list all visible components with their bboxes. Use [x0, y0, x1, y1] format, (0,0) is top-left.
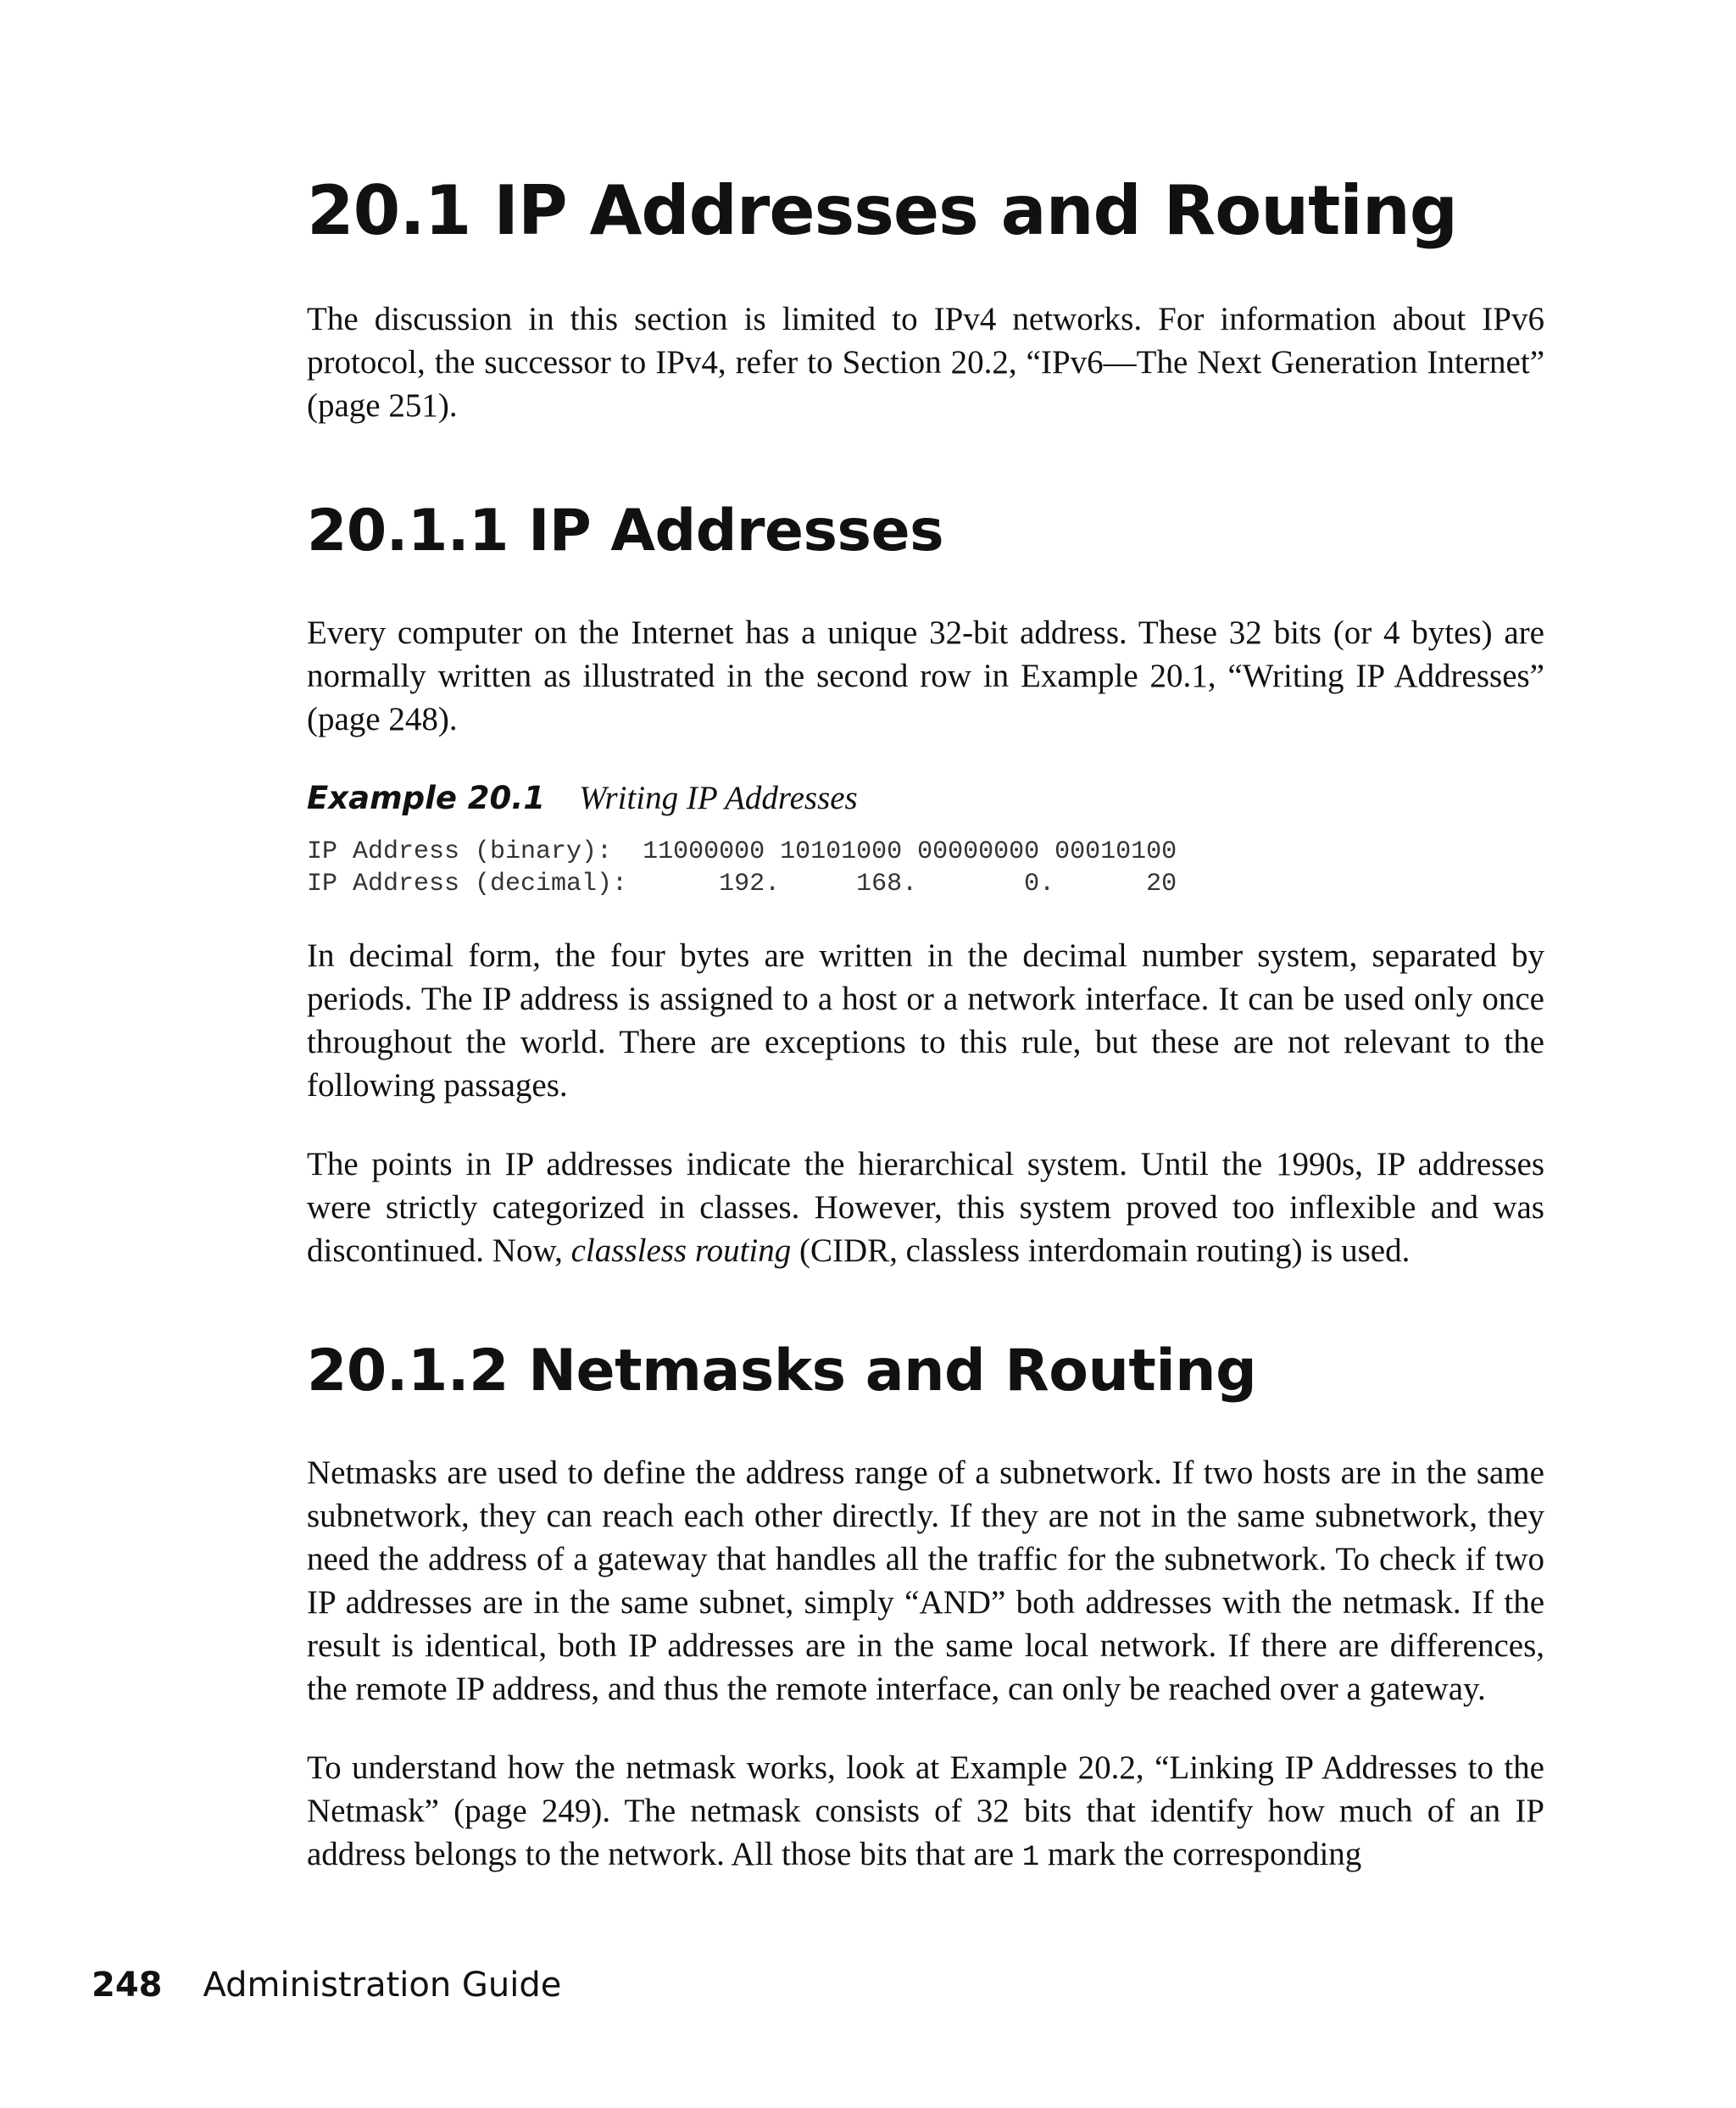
page-number: 248	[92, 1966, 163, 2005]
section-heading: 20.1 IP Addresses and Routing	[307, 171, 1458, 250]
example-code-block	[307, 836, 1544, 900]
ip-addresses-paragraph-1: Every computer on the Internet has a unique 32-bit address. These 32 bits (or 4 bytes) are normally written as illustrated in the second row in Example 20.1, “Writing IP Addresses” (page 248).	[307, 614, 1544, 737]
paragraph-text: To understand how the netmask works, look at Example 20.2, “Linking IP Addresses to the Netmask” (page 249). The netmask consists of 32 bits that identify how much of an IP address belongs to the network. All those bits that are	[307, 1749, 1544, 1872]
paragraph-text: The points in IP addresses indicate the hierarchical system. Until the 1990s, IP addresses were strictly categorized in classes. However, this system proved too inflexible and was discontinued. Now,	[307, 1145, 1544, 1269]
example-caption: Writing IP Addresses	[579, 779, 858, 816]
page-content	[307, 171, 1544, 1916]
subsection-heading-ip-addresses: 20.1.1 IP Addresses	[307, 498, 944, 565]
code-line-binary: IP Address (binary): 11000000 10101000 00000000 00010100	[307, 837, 1177, 866]
section-intro-paragraph: The discussion in this section is limited to IPv4 networks. For information about IPv6 protocol, the successor to IPv4, refer to Section 20.2, “IPv6—The Next Generation Internet” (page 251).	[307, 301, 1544, 424]
book-title: Administration Guide	[203, 1966, 562, 2005]
ip-addresses-paragraph-3	[307, 1143, 1544, 1272]
page-footer	[92, 1963, 561, 2007]
netmasks-paragraph-1: Netmasks are used to define the address range of a subnetwork. If two hosts are in the same subnetwork, they can reach each other directly. If they are not in the same subnetwork, they need the address of a gateway that handles all the traffic for the subnetwork. To check if two IP addresses are in the same subnet, simply “AND” both addresses with the netmask. If the result is identical, both IP addresses are in the same local network. If there are differences, the remote IP address, and thus the remote interface, can only be reached over a gateway.	[307, 1454, 1544, 1707]
subsection-heading-netmasks: 20.1.2 Netmasks and Routing	[307, 1337, 1257, 1404]
code-line-decimal: IP Address (decimal): 192. 168. 0. 20	[307, 869, 1177, 898]
inline-code: 1	[1021, 1841, 1040, 1874]
emphasized-term: classless routing	[570, 1232, 792, 1269]
example-title	[307, 776, 1544, 827]
ip-addresses-paragraph-2: In decimal form, the four bytes are written in the decimal number system, separated by periods. The IP address is assigned to a host or a network interface. It can be used only once throughout the world. There are exceptions to this rule, but these are not relevant to the following passages.	[307, 937, 1544, 1104]
example-label: Example 20.1	[307, 779, 546, 816]
paragraph-text: mark the corresponding	[1039, 1835, 1362, 1872]
paragraph-text: (CIDR, classless interdomain routing) is used.	[791, 1232, 1410, 1269]
netmasks-paragraph-2	[307, 1746, 1544, 1880]
